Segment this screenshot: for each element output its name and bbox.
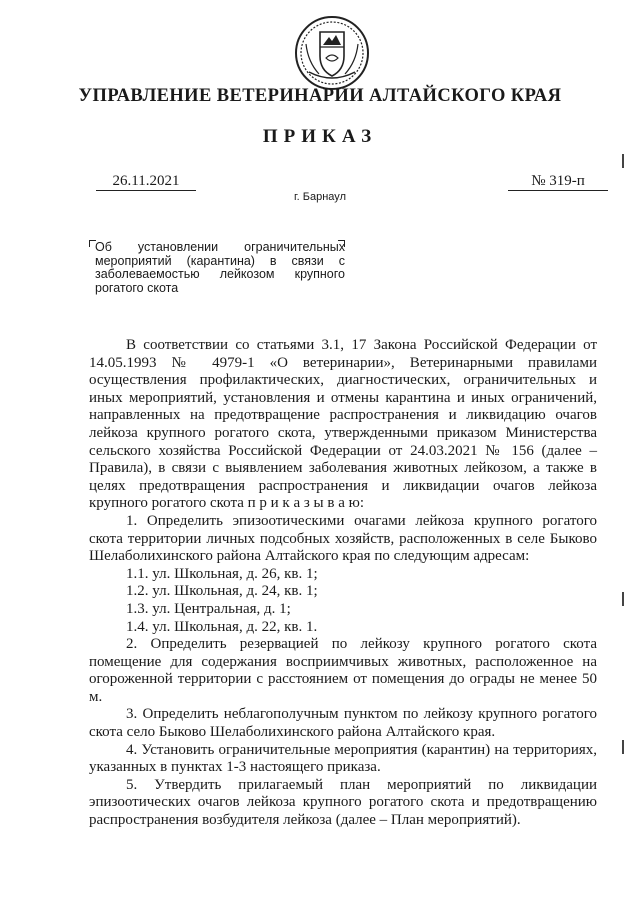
clause-1-3: 1.3. ул. Центральная, д. 1; xyxy=(126,600,291,617)
organization-title: УПРАВЛЕНИЕ ВЕТЕРИНАРИИ АЛТАЙСКОГО КРАЯ xyxy=(78,86,562,106)
order-subject: Об установлении ограничительных мероприятий (карантина) в связи с заболеваемостью лейкозом крупного рогатого скота xyxy=(95,240,345,295)
city-label: г. Барнаул xyxy=(294,191,346,203)
clause-5: 5. Утвердить прилагаемый план мероприятий по ликвидации эпизоотических очагов лейкоза крупного рогатого скота и предотвращению распространения возбудителя лейкоза (далее – План мероприятий). xyxy=(89,776,597,829)
clause-3: 3. Определить неблагополучным пунктом по лейкозу крупного рогатого скота село Быково Шелаболихинского района Алтайского края. xyxy=(89,706,597,741)
clause-2: 2. Определить резервацией по лейкозу крупного рогатого скота помещение для содержания восприимчивых животных, расположенное на огороженной территории с расстоянием от помещения до ограды не менее 50 м. xyxy=(89,636,597,705)
coat-of-arms-icon xyxy=(293,14,371,92)
margin-mark xyxy=(622,740,624,754)
order-number: № 319-п xyxy=(508,172,608,191)
preamble-paragraph: В соответствии со статьями 3.1, 17 Закона Российской Федерации от 14.05.1993 № 4979-1 «О ветеринарии», Ветеринарными правилами осуществления профилактических, диагностических, ограничительных и иных мероприятий, установления и отмены карантина и иных ограничений, направленных на предотвращение распространения и ликвидацию очагов лейкоза крупного рогатого скота, утвержденными приказом Министерства сельского хозяйства Российской Федерации от 24.03.2021 № 156 (далее – Правила), в связи с выявлением заболевания животных лейкозом, а также в целях предотвращения распространения и ликвидации очагов лейкоза крупного рогатого скота п р и к а з ы в а ю: xyxy=(89,337,597,512)
order-body xyxy=(89,337,597,830)
document-type: ПРИКАЗ xyxy=(262,126,378,147)
order-date: 26.11.2021 xyxy=(96,172,196,191)
clause-4: 4. Установить ограничительные мероприятия (карантин) на территориях, указанных в пунктах 1-3 настоящего приказа. xyxy=(89,741,597,776)
clause-1: 1. Определить эпизоотическими очагами лейкоза крупного рогатого скота территории личных подсобных хозяйств, расположенных в селе Быково Шелаболихинского района Алтайского края по следующим адресам: xyxy=(89,512,597,565)
clause-1-2: 1.2. ул. Школьная, д. 24, кв. 1; xyxy=(126,583,318,600)
margin-mark xyxy=(622,154,624,168)
clause-1-1: 1.1. ул. Школьная, д. 26, кв. 1; xyxy=(126,565,318,582)
clause-1-4: 1.4. ул. Школьная, д. 22, кв. 1. xyxy=(126,618,318,635)
margin-mark xyxy=(622,592,624,606)
